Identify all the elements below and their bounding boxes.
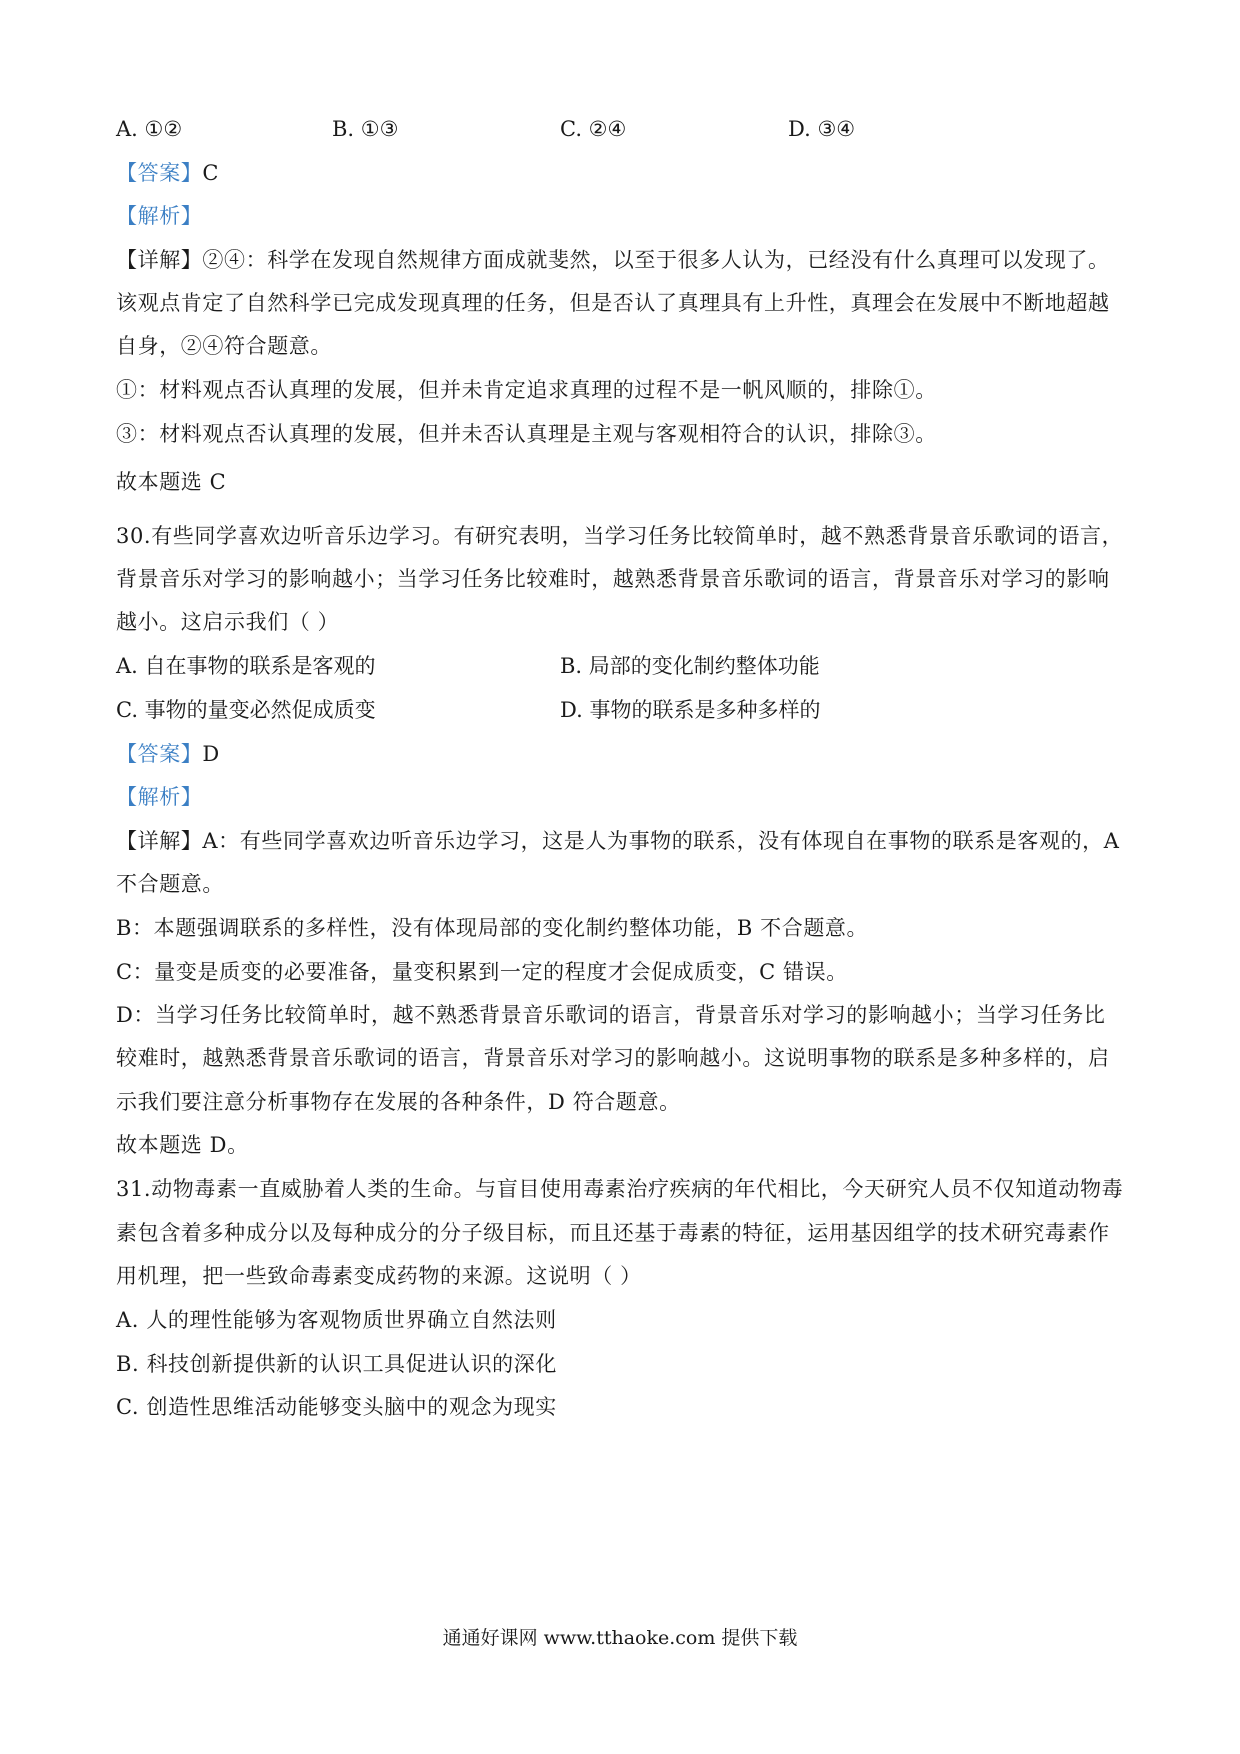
q29-option-c: C. ②④ xyxy=(560,117,627,141)
q30-answer-line xyxy=(116,739,220,769)
q29-analysis-tag: 【解析】 xyxy=(116,204,203,228)
q29-answer-line xyxy=(116,158,219,188)
q29-option-b: B. ①③ xyxy=(332,117,399,141)
q30-conclusion: 故本题选 D。 xyxy=(116,1133,249,1157)
detail-tag: 【详解】 xyxy=(116,248,203,272)
q30-detail-line-2: 不合题意。 xyxy=(116,872,224,896)
q30-stem-line-2: 背景音乐对学习的影响越小；当学习任务比较难时，越熟悉背景音乐歌词的语言，背景音乐对学习的影响 xyxy=(116,567,1110,591)
q29-conclusion: 故本题选 C xyxy=(116,470,227,494)
q29-answer: C xyxy=(202,161,220,185)
q30-option-d: D. 事物的联系是多种多样的 xyxy=(560,698,821,722)
q31-stem-line-3: 用机理，把一些致命毒素变成药物的来源。这说明（ ） xyxy=(116,1264,642,1288)
q30-stem-line-1: 30.有些同学喜欢边听音乐边学习。有研究表明，当学习任务比较简单时，越不熟悉背景音乐歌词的语言， xyxy=(116,524,1124,548)
q30-detail-line-1 xyxy=(116,826,1120,856)
q31-option-b: B. 科技创新提供新的认识工具促进认识的深化 xyxy=(116,1352,557,1376)
q30-answer: D xyxy=(202,742,220,766)
q30-option-b: B. 局部的变化制约整体功能 xyxy=(560,654,820,678)
q29-exclude-3: ③：材料观点否认真理的发展，但并未否认真理是主观与客观相符合的认识，排除③。 xyxy=(116,422,937,446)
q30-stem-line-3: 越小。这启示我们（ ） xyxy=(116,610,340,634)
q29-detail-line-2: 该观点肯定了自然科学已完成发现真理的任务，但是否认了真理具有上升性，真理会在发展中不断地超越 xyxy=(116,291,1110,315)
answer-tag: 【答案】 xyxy=(116,161,203,185)
q31-stem-line-1: 31.动物毒素一直威胁着人类的生命。与盲目使用毒素治疗疾病的年代相比，今天研究人员不仅知道动物毒 xyxy=(116,1177,1124,1201)
q30-line-d-2: 较难时，越熟悉背景音乐歌词的语言，背景音乐对学习的影响越小。这说明事物的联系是多种多样的，启 xyxy=(116,1046,1110,1070)
q30-line-d-1: D：当学习任务比较简单时，越不熟悉背景音乐歌词的语言，背景音乐对学习的影响越小；当学习任务比 xyxy=(116,1003,1106,1027)
q30-line-d-3: 示我们要注意分析事物存在发展的各种条件，D 符合题意。 xyxy=(116,1090,681,1114)
q29-exclude-1: ①：材料观点否认真理的发展，但并未肯定追求真理的过程不是一帆风顺的，排除①。 xyxy=(116,378,937,402)
q30-line-c: C：量变是质变的必要准备，量变积累到一定的程度才会促成质变，C 错误。 xyxy=(116,960,848,984)
q30-option-a: A. 自在事物的联系是客观的 xyxy=(116,654,376,678)
page-footer: 通通好课网 www.tthaoke.com 提供下载 xyxy=(442,1627,798,1649)
q30-analysis-tag: 【解析】 xyxy=(116,785,203,809)
q31-option-c: C. 创造性思维活动能够变头脑中的观念为现实 xyxy=(116,1395,557,1419)
q30-detail-text-1: A：有些同学喜欢边听音乐边学习，这是人为事物的联系，没有体现自在事物的联系是客观的，A xyxy=(202,829,1120,853)
q29-detail-text-1: ②④：科学在发现自然规律方面成就斐然，以至于很多人认为，已经没有什么真理可以发现了。 xyxy=(202,248,1110,272)
q29-detail-line-1 xyxy=(116,245,1110,275)
answer-tag: 【答案】 xyxy=(116,742,203,766)
detail-tag: 【详解】 xyxy=(116,829,203,853)
q31-stem-line-2: 素包含着多种成分以及每种成分的分子级目标，而且还基于毒素的特征，运用基因组学的技术研究毒素作 xyxy=(116,1221,1110,1245)
q30-line-b: B：本题强调联系的多样性，没有体现局部的变化制约整体功能，B 不合题意。 xyxy=(116,916,869,940)
q29-option-a: A. ①② xyxy=(116,117,183,141)
q31-option-a: A. 人的理性能够为客观物质世界确立自然法则 xyxy=(116,1308,557,1332)
q29-option-d: D. ③④ xyxy=(788,117,856,141)
q29-detail-line-3: 自身，②④符合题意。 xyxy=(116,334,332,358)
q30-option-c: C. 事物的量变必然促成质变 xyxy=(116,698,376,722)
